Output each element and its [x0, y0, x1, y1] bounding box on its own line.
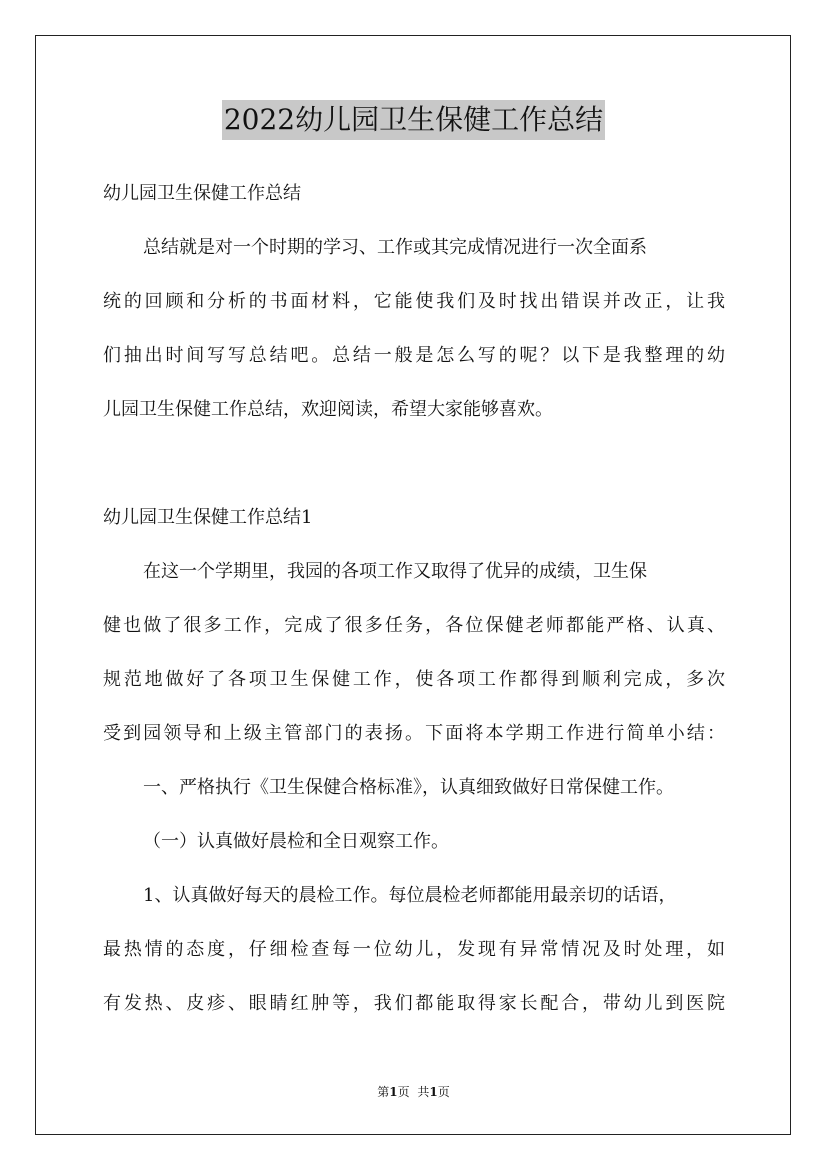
page-prefix: 第 [377, 1085, 390, 1099]
section1-heading: 幼儿园卫生保健工作总结1 [103, 507, 313, 528]
point-1: 一、严格执行《卫生保健合格标准》，认真细致做好日常保健工作。 [143, 777, 674, 798]
total-pages: 1 [429, 1085, 438, 1099]
total-suffix: 页 [437, 1085, 450, 1099]
intro-line-3: 们抽出时间写写总结吧。总结一般是怎么写的呢？以下是我整理的幼 [103, 345, 725, 366]
intro-line-2: 统的回顾和分析的书面材料，它能使我们及时找出错误并改正，让我 [103, 291, 725, 312]
item1-line-1: 1、认真做好每天的晨检工作。每位晨检老师都能用最亲切的话语， [143, 885, 677, 906]
document-heading: 幼儿园卫生保健工作总结 [103, 183, 301, 204]
page-suffix: 页 [397, 1085, 410, 1099]
item1-line-3: 有发热、皮疹、眼睛红肿等，我们都能取得家长配合，带幼儿到医院 [103, 993, 725, 1014]
section1-line-3: 规范地做好了各项卫生保健工作，使各项工作都得到顺利完成，多次 [103, 669, 725, 690]
item1-line-2: 最热情的态度，仔细检查每一位幼儿，发现有异常情况及时处理，如 [103, 939, 725, 960]
section1-line-1: 在这一个学期里，我园的各项工作又取得了优异的成绩，卫生保 [143, 561, 647, 582]
document-title: 2022幼儿园卫生保健工作总结 [222, 100, 605, 140]
intro-line-1: 总结就是对一个时期的学习、工作或其完成情况进行一次全面系 [143, 237, 647, 258]
title-container [0, 100, 827, 140]
section1-line-4: 受到园领导和上级主管部门的表扬。下面将本学期工作进行简单小结： [103, 723, 725, 744]
intro-line-4: 儿园卫生保健工作总结，欢迎阅读，希望大家能够喜欢。 [103, 399, 553, 420]
page-footer [0, 1084, 827, 1100]
section1-line-2: 健也做了很多工作，完成了很多任务，各位保健老师都能严格、认真、 [103, 615, 725, 636]
subpoint-1: （一）认真做好晨检和全日观察工作。 [143, 831, 449, 852]
page-number: 1 [389, 1085, 398, 1099]
total-prefix: 共 [417, 1085, 430, 1099]
